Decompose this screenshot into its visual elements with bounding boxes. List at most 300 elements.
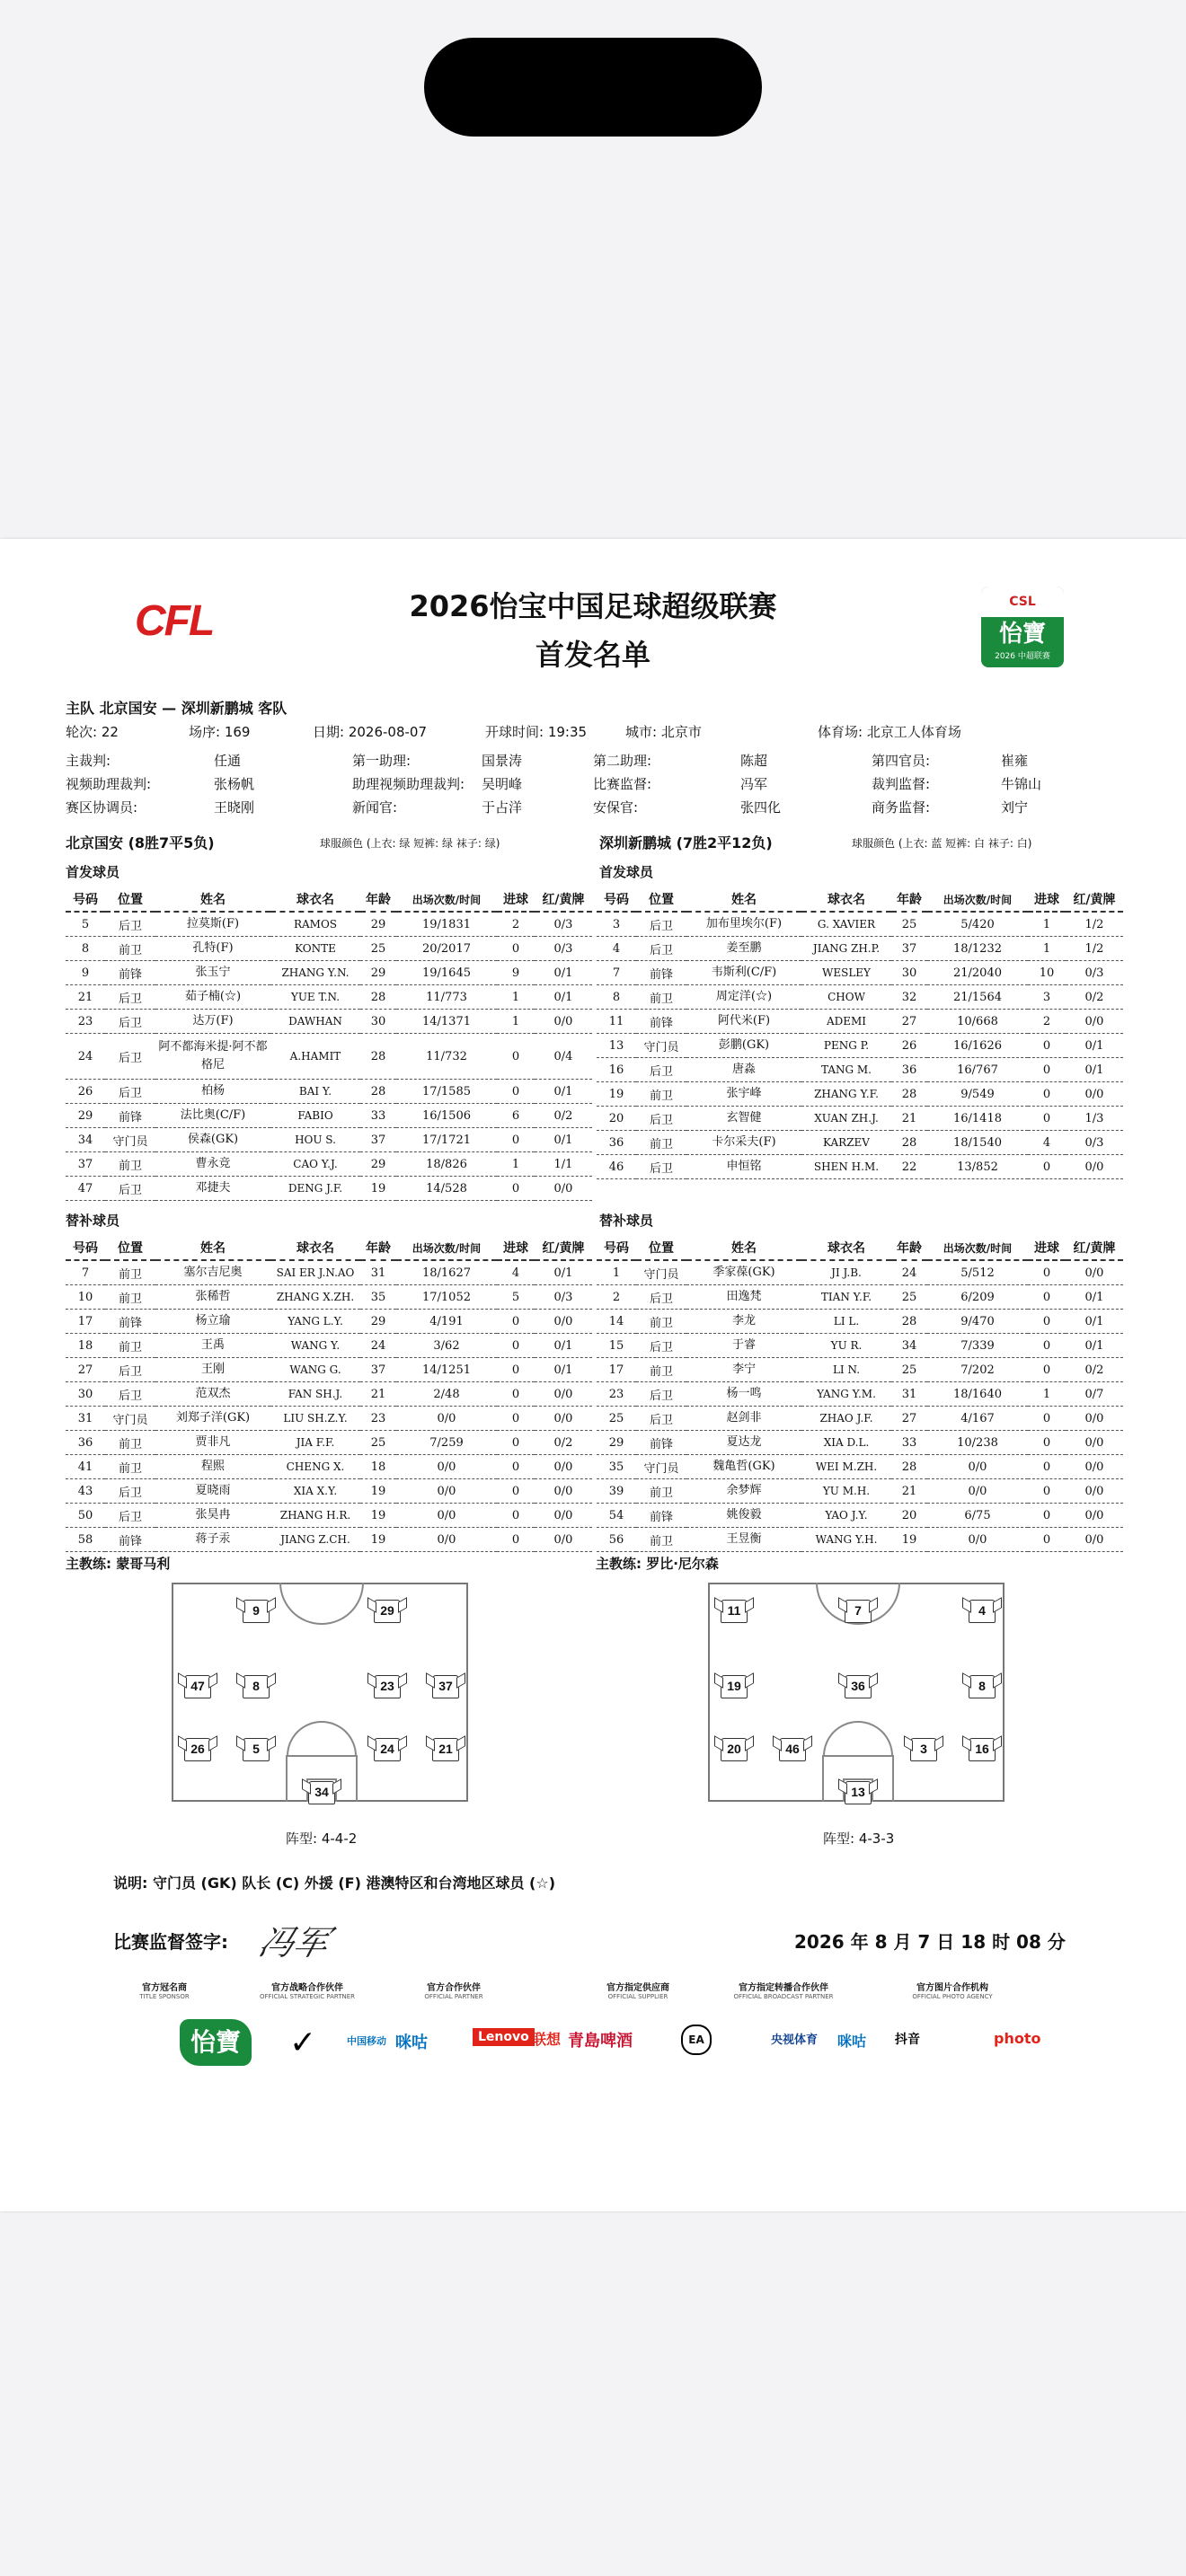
column-header: 位置	[636, 887, 686, 912]
table-cell: 0	[497, 1504, 535, 1528]
table-cell: 27	[66, 1358, 105, 1382]
table-cell: 0/0	[1066, 1504, 1123, 1528]
table-cell: 20/2017	[396, 937, 497, 961]
table-cell: 28	[891, 1131, 927, 1155]
table-cell: 前锋	[636, 1504, 686, 1528]
table-cell: A.HAMIT	[270, 1034, 360, 1080]
table-cell: 23	[360, 1407, 396, 1431]
table-cell: KONTE	[270, 937, 360, 961]
table-cell: 13/852	[927, 1155, 1028, 1179]
table-cell: LIU SH.Z.Y.	[270, 1407, 360, 1431]
table-cell: 卡尔采夫(F)	[686, 1131, 801, 1155]
table-cell: 5/420	[927, 912, 1028, 937]
table-cell: 韦斯利(C/F)	[686, 961, 801, 985]
player-shirt: 7	[845, 1600, 872, 1623]
table-cell: WANG G.	[270, 1358, 360, 1382]
table-cell: WANG Y.H.	[801, 1528, 891, 1552]
table-header-row	[597, 887, 1123, 912]
table-row	[597, 1107, 1123, 1131]
table-header-row	[66, 887, 592, 912]
table-cell: 后卫	[636, 1107, 686, 1131]
table-cell: 19/1645	[396, 961, 497, 985]
table-cell: 0/3	[535, 937, 592, 961]
table-row	[597, 912, 1123, 937]
table-cell: 10	[66, 1285, 105, 1310]
column-header: 姓名	[686, 887, 801, 912]
official-label: 第四官员:	[872, 753, 931, 769]
table-cell: 0/0	[1066, 1431, 1123, 1455]
table-cell: 58	[66, 1528, 105, 1552]
table-row	[66, 961, 592, 985]
column-header: 红/黄牌	[1066, 1236, 1123, 1260]
table-cell: 拉莫斯(F)	[155, 912, 270, 937]
player-shirt: 26	[184, 1738, 211, 1761]
table-cell: 24	[360, 1334, 396, 1358]
table-cell: DENG J.F.	[270, 1177, 360, 1201]
table-cell: 夏晓雨	[155, 1479, 270, 1504]
table-row	[597, 1034, 1123, 1058]
table-cell: 10/238	[927, 1431, 1028, 1455]
table-cell: 赵剑非	[686, 1407, 801, 1431]
dynamic-island	[424, 38, 762, 137]
official-label: 第二助理:	[593, 753, 652, 769]
table-cell: 李宁	[686, 1358, 801, 1382]
official-name: 刘宁	[1001, 799, 1029, 816]
table-cell: 侯森(GK)	[155, 1128, 270, 1152]
player-shirt: 47	[184, 1675, 211, 1698]
table-cell: LI N.	[801, 1358, 891, 1382]
table-cell: 29	[360, 912, 396, 937]
table-cell: 33	[360, 1104, 396, 1128]
table-cell: 9/549	[927, 1082, 1028, 1107]
official-name: 任通	[214, 753, 242, 769]
table-cell: 前卫	[636, 1310, 686, 1334]
column-header: 姓名	[155, 887, 270, 912]
table-cell: 0	[497, 1455, 535, 1479]
table-cell: 4	[597, 937, 636, 961]
official-name: 张杨帆	[214, 776, 255, 792]
table-cell: 30	[891, 961, 927, 985]
table-row	[597, 937, 1123, 961]
partner-tier-en: OFFICIAL STRATEGIC PARTNER	[259, 1993, 356, 2000]
table-cell: 18/1232	[927, 937, 1028, 961]
table-cell: 26	[891, 1034, 927, 1058]
table-cell: 0	[1028, 1334, 1066, 1358]
table-row	[597, 1155, 1123, 1179]
table-cell: 2/48	[396, 1382, 497, 1407]
column-header: 号码	[597, 1236, 636, 1260]
table-row	[66, 1034, 592, 1080]
table-cell: 29	[360, 961, 396, 985]
table-cell: TIAN Y.F.	[801, 1285, 891, 1310]
table-row	[66, 1528, 592, 1552]
column-header: 年龄	[891, 1236, 927, 1260]
table-cell: 31	[360, 1260, 396, 1285]
table-cell: 0/1	[1066, 1058, 1123, 1082]
partner-tier-cn: 官方图片合作机构	[916, 1983, 988, 1993]
table-cell: 张玉宁	[155, 961, 270, 985]
seq-info: 场序: 169	[189, 724, 251, 740]
table-cell: 前锋	[636, 1431, 686, 1455]
table-cell: 0	[497, 1034, 535, 1080]
table-cell: 2	[497, 912, 535, 937]
table-cell: 前锋	[105, 961, 155, 985]
away-team-record: 深圳新鹏城 (7胜2平12负)	[599, 834, 773, 851]
table-cell: 0/7	[1066, 1382, 1123, 1407]
table-cell: 7/202	[927, 1358, 1028, 1382]
table-cell: 前卫	[105, 1152, 155, 1177]
table-cell: 0/0	[535, 1382, 592, 1407]
partner-tier-cn: 官方战略合作伙伴	[271, 1983, 343, 1993]
home-subs-table	[66, 1236, 592, 1552]
table-cell: 6/209	[927, 1285, 1028, 1310]
table-row	[597, 1382, 1123, 1407]
migu-logo-2: 咪咕	[837, 2033, 867, 2050]
table-cell: 16/1506	[396, 1104, 497, 1128]
table-cell: 11/732	[396, 1034, 497, 1080]
table-cell: 20	[597, 1107, 636, 1131]
table-cell: XIA D.L.	[801, 1431, 891, 1455]
table-cell: 28	[360, 985, 396, 1010]
table-cell: 0/1	[535, 1080, 592, 1104]
table-row	[66, 1080, 592, 1104]
table-cell: 0	[1028, 1528, 1066, 1552]
table-row	[597, 1131, 1123, 1155]
official-name: 张四化	[740, 799, 782, 816]
table-cell: 16/767	[927, 1058, 1028, 1082]
table-cell: 后卫	[105, 1177, 155, 1201]
table-cell: 21/1564	[927, 985, 1028, 1010]
date-info: 日期: 2026-08-07	[313, 724, 428, 740]
table-cell: 1/1	[535, 1152, 592, 1177]
table-cell: CAO Y.J.	[270, 1152, 360, 1177]
table-cell: 程熙	[155, 1455, 270, 1479]
table-cell: 0/0	[535, 1010, 592, 1034]
table-row	[597, 1431, 1123, 1455]
partner-tier-cn: 官方合作伙伴	[427, 1983, 481, 1993]
table-cell: 0/3	[1066, 961, 1123, 985]
partner-tier-cn: 官方指定转播合作伙伴	[739, 1983, 828, 1993]
table-cell: 0	[497, 1358, 535, 1382]
table-cell: 7/259	[396, 1431, 497, 1455]
match-headline: 主队 北京国安 — 深圳新鹏城 客队	[66, 700, 288, 717]
table-cell: 0/1	[535, 1334, 592, 1358]
table-cell: 14/1251	[396, 1358, 497, 1382]
table-row	[597, 1082, 1123, 1107]
table-cell: 0	[1028, 1504, 1066, 1528]
table-row	[66, 1504, 592, 1528]
table-cell: LI L.	[801, 1310, 891, 1334]
table-cell: 田逸梵	[686, 1285, 801, 1310]
player-shirt: 5	[243, 1738, 270, 1761]
table-cell: 0	[1028, 1479, 1066, 1504]
table-cell: JI J.B.	[801, 1260, 891, 1285]
table-cell: 21	[891, 1479, 927, 1504]
table-cell: 孔特(F)	[155, 937, 270, 961]
table-cell: 37	[891, 937, 927, 961]
table-cell: 前卫	[105, 1285, 155, 1310]
table-cell: 21	[360, 1382, 396, 1407]
table-cell: SHEN H.M.	[801, 1155, 891, 1179]
table-cell: 17	[66, 1310, 105, 1334]
table-cell: 0/0	[396, 1528, 497, 1552]
table-row	[66, 1358, 592, 1382]
table-cell: 前卫	[105, 937, 155, 961]
table-cell: 姚俊毅	[686, 1504, 801, 1528]
table-cell: YANG Y.M.	[801, 1382, 891, 1407]
player-shirt: 8	[243, 1675, 270, 1698]
table-cell: 46	[597, 1155, 636, 1179]
table-cell: 塞尔吉尼奥	[155, 1260, 270, 1285]
table-cell: 14/1371	[396, 1010, 497, 1034]
home-formation-pitch	[172, 1583, 468, 1802]
table-row	[597, 1010, 1123, 1034]
table-cell: 1	[597, 1260, 636, 1285]
table-cell: YUE T.N.	[270, 985, 360, 1010]
table-cell: 后卫	[105, 1479, 155, 1504]
table-cell: 6/75	[927, 1504, 1028, 1528]
table-cell: 34	[66, 1128, 105, 1152]
table-cell: 后卫	[105, 1034, 155, 1080]
table-cell: 19	[360, 1504, 396, 1528]
table-cell: 0/0	[396, 1407, 497, 1431]
table-cell: 0/1	[535, 985, 592, 1010]
player-shirt: 23	[374, 1675, 401, 1698]
table-cell: 36	[597, 1131, 636, 1155]
table-row	[597, 1285, 1123, 1310]
table-cell: 35	[597, 1455, 636, 1479]
table-cell: 0/0	[535, 1407, 592, 1431]
table-cell: 6	[497, 1104, 535, 1128]
column-header: 号码	[597, 887, 636, 912]
table-cell: 王禹	[155, 1334, 270, 1358]
table-cell: 0	[1028, 1034, 1066, 1058]
table-cell: 19	[891, 1528, 927, 1552]
away-starters-table	[597, 887, 1123, 1179]
column-header: 姓名	[686, 1236, 801, 1260]
table-cell: 35	[360, 1285, 396, 1310]
table-cell: 19	[360, 1177, 396, 1201]
table-cell: 后卫	[636, 1285, 686, 1310]
official-name: 王晓刚	[214, 799, 255, 816]
player-shirt: 9	[243, 1600, 270, 1623]
table-cell: 李龙	[686, 1310, 801, 1334]
table-cell: 25	[891, 1285, 927, 1310]
table-cell: DAWHAN	[270, 1010, 360, 1034]
lenovo-logo: Lenovo	[473, 2028, 535, 2046]
column-header: 出场次数/时间	[927, 1236, 1028, 1260]
csl-logo-mid: 怡寶	[998, 621, 1046, 648]
table-row	[66, 1407, 592, 1431]
table-cell: XIA X.Y.	[270, 1479, 360, 1504]
table-cell: YU M.H.	[801, 1479, 891, 1504]
table-cell: 17/1585	[396, 1080, 497, 1104]
table-cell: ADEMI	[801, 1010, 891, 1034]
official-label: 主裁判:	[66, 753, 111, 769]
table-cell: 后卫	[636, 1155, 686, 1179]
table-cell: 25	[360, 1431, 396, 1455]
table-cell: HOU S.	[270, 1128, 360, 1152]
table-row	[597, 1504, 1123, 1528]
table-cell: 0/3	[535, 1285, 592, 1310]
table-cell: 0/1	[535, 1260, 592, 1285]
round-info: 轮次: 22	[66, 724, 119, 740]
table-cell: 茹子楠(☆)	[155, 985, 270, 1010]
table-cell: 前卫	[636, 985, 686, 1010]
table-cell: 0/0	[927, 1528, 1028, 1552]
official-name: 于占洋	[482, 799, 523, 816]
table-cell: 21/2040	[927, 961, 1028, 985]
table-cell: 17	[597, 1358, 636, 1382]
partner-tier-label	[898, 1980, 1006, 2000]
table-cell: 0/0	[535, 1455, 592, 1479]
table-cell: 前锋	[636, 1010, 686, 1034]
table-cell: 30	[360, 1010, 396, 1034]
column-header: 进球	[497, 1236, 535, 1260]
table-row	[66, 1128, 592, 1152]
table-cell: 蒋子汞	[155, 1528, 270, 1552]
table-cell: 后卫	[636, 912, 686, 937]
city-info: 城市: 北京市	[625, 724, 702, 740]
partner-tier-en: OFFICIAL PHOTO AGENCY	[912, 1993, 993, 2000]
table-row	[66, 1285, 592, 1310]
table-cell: 0	[497, 1528, 535, 1552]
kickoff-info: 开球时间: 19:35	[485, 724, 588, 740]
player-shirt: 24	[374, 1738, 401, 1761]
table-cell: CHENG X.	[270, 1455, 360, 1479]
table-cell: 14	[597, 1310, 636, 1334]
table-cell: 3	[1028, 985, 1066, 1010]
home-formation: 阵型: 4-4-2	[286, 1831, 358, 1847]
column-header: 进球	[497, 887, 535, 912]
table-row	[597, 1260, 1123, 1285]
table-cell: 0/1	[535, 1358, 592, 1382]
table-cell: 18/1540	[927, 1131, 1028, 1155]
table-cell: 1/3	[1066, 1107, 1123, 1131]
signed-time: 2026 年 8 月 7 日 18 时 08 分	[794, 1931, 1066, 1953]
table-cell: 后卫	[105, 1504, 155, 1528]
table-cell: 7	[66, 1260, 105, 1285]
table-cell: 30	[66, 1382, 105, 1407]
table-cell: 23	[597, 1382, 636, 1407]
column-header: 出场次数/时间	[396, 1236, 497, 1260]
table-cell: 0	[1028, 1358, 1066, 1382]
table-cell: 阿代米(F)	[686, 1010, 801, 1034]
table-cell: 28	[891, 1310, 927, 1334]
table-cell: 0/0	[535, 1504, 592, 1528]
table-cell: 前卫	[105, 1260, 155, 1285]
player-shirt: 19	[721, 1675, 748, 1698]
table-cell: 16/1418	[927, 1107, 1028, 1131]
table-cell: RAMOS	[270, 912, 360, 937]
column-header: 年龄	[360, 1236, 396, 1260]
table-cell: 余梦辉	[686, 1479, 801, 1504]
table-cell: 0	[497, 1310, 535, 1334]
official-name: 崔雍	[1001, 753, 1029, 769]
table-cell: 后卫	[105, 1010, 155, 1034]
table-cell: 0	[1028, 1155, 1066, 1179]
table-cell: 18/1627	[396, 1260, 497, 1285]
table-cell: JIANG Z.CH.	[270, 1528, 360, 1552]
table-cell: 前锋	[105, 1528, 155, 1552]
douyin-logo: 抖音	[895, 2033, 920, 2047]
table-cell: 0/0	[535, 1310, 592, 1334]
table-cell: 11	[597, 1010, 636, 1034]
column-header: 出场次数/时间	[396, 887, 497, 912]
table-cell: 0	[1028, 1310, 1066, 1334]
table-cell: 0/2	[535, 1104, 592, 1128]
column-header: 出场次数/时间	[927, 887, 1028, 912]
table-cell: 27	[891, 1010, 927, 1034]
table-cell: CHOW	[801, 985, 891, 1010]
official-label: 助理视频助理裁判:	[352, 776, 465, 792]
table-cell: 19	[360, 1479, 396, 1504]
table-cell: SAI ER J.N.AO	[270, 1260, 360, 1285]
official-label: 商务监督:	[872, 799, 931, 816]
table-cell: 31	[66, 1407, 105, 1431]
yibao-logo: 怡寶	[180, 2019, 252, 2066]
tsingtao-logo: 青島啤酒	[568, 2032, 633, 2051]
table-cell: 0/0	[1066, 1407, 1123, 1431]
table-cell: G. XAVIER	[801, 912, 891, 937]
player-shirt: 11	[721, 1600, 748, 1623]
table-cell: 前卫	[636, 1479, 686, 1504]
table-cell: 前锋	[636, 961, 686, 985]
table-cell: 0/1	[1066, 1334, 1123, 1358]
table-cell: 8	[597, 985, 636, 1010]
player-shirt: 20	[721, 1738, 748, 1761]
table-cell: JIA F.F.	[270, 1431, 360, 1455]
table-row	[597, 1058, 1123, 1082]
column-header: 姓名	[155, 1236, 270, 1260]
table-cell: 1	[497, 985, 535, 1010]
player-shirt: 3	[910, 1738, 937, 1761]
table-cell: 范双杰	[155, 1382, 270, 1407]
table-cell: 0/0	[396, 1479, 497, 1504]
table-row	[66, 912, 592, 937]
table-header-row	[66, 1236, 592, 1260]
cctv5-logo: 央视体育	[771, 2033, 819, 2047]
table-cell: 50	[66, 1504, 105, 1528]
nike-logo: ✓	[289, 2025, 317, 2061]
table-cell: WESLEY	[801, 961, 891, 985]
table-cell: 5	[66, 912, 105, 937]
table-cell: 后卫	[105, 912, 155, 937]
partner-tier-label	[400, 1980, 508, 2000]
table-cell: YAO J.Y.	[801, 1504, 891, 1528]
table-cell: 47	[66, 1177, 105, 1201]
table-cell: 4/191	[396, 1310, 497, 1334]
table-cell: 33	[891, 1431, 927, 1455]
table-cell: 18	[66, 1334, 105, 1358]
table-row	[66, 985, 592, 1010]
legend-note: 说明: 守门员 (GK) 队长 (C) 外援 (F) 港澳特区和台湾地区球员 (☆)	[113, 1875, 556, 1892]
table-cell: 4/167	[927, 1407, 1028, 1431]
table-cell: 后卫	[105, 1080, 155, 1104]
table-cell: 唐淼	[686, 1058, 801, 1082]
table-cell: 前卫	[636, 1131, 686, 1155]
player-shirt: 8	[969, 1675, 996, 1698]
table-cell: 43	[66, 1479, 105, 1504]
table-cell: 后卫	[105, 1358, 155, 1382]
table-cell: FABIO	[270, 1104, 360, 1128]
table-cell: 0/1	[535, 961, 592, 985]
table-cell: 0/0	[1066, 1479, 1123, 1504]
column-header: 号码	[66, 887, 105, 912]
table-cell: 41	[66, 1455, 105, 1479]
table-cell: 22	[891, 1155, 927, 1179]
table-cell: 27	[891, 1407, 927, 1431]
